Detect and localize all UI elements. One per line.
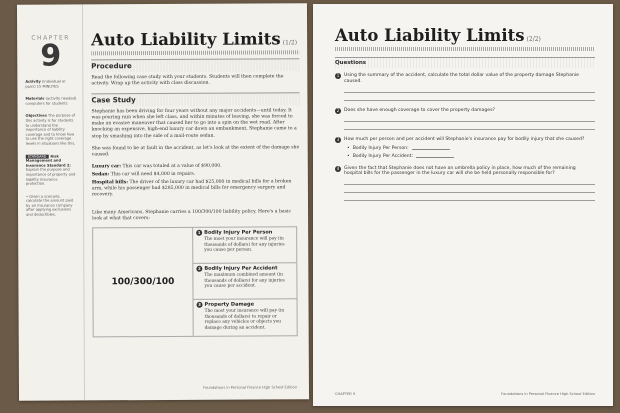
- answer-line[interactable]: [344, 184, 595, 185]
- answer-line[interactable]: [344, 100, 595, 101]
- page-title: Auto Liability Limits (2/2): [335, 26, 541, 45]
- luxury-car-line: Luxury car: This car was totaled at a value of $90,000.: [91, 163, 222, 170]
- answer-blank[interactable]: [416, 157, 454, 158]
- sedan-line: Sedan: This car will need $4,000 in repairs.: [91, 171, 196, 178]
- sidebar-materials: Materials (activity needed) computers for students: [25, 96, 77, 106]
- hospital-bills-line: Hospital bills: The driver of the luxury car had $25,000 in medical bills for a broken arm, while his passenger had $285,000 in medical bills for emergency surgery and recovery.: [91, 179, 292, 198]
- footer-edition: Foundations in Personal Finance High School Edition: [501, 392, 595, 396]
- chapter-number: 9: [40, 38, 62, 74]
- number-badge: 3: [198, 302, 201, 308]
- chapter-label: CHAPTER: [31, 34, 70, 42]
- policy-intro: Like many Americans, Stephanie carries a 100/300/100 liability policy. Here's a basic look at what that covers:: [92, 209, 292, 222]
- page-indicator: (1/2): [282, 39, 298, 47]
- footer-chapter: CHAPTER 9: [335, 392, 356, 396]
- answer-line[interactable]: [344, 192, 595, 193]
- title-rule: [335, 47, 595, 51]
- coverage-item: 2 Bodily Injury Per Accident The maximum combined amount (in thousands of dollars) for any injuries you cause per accident.: [193, 264, 296, 301]
- sidebar-activity: Activity (individual or pairs) 15 MINUTES: [25, 79, 66, 89]
- case-study-paragraph-2: She was found to be at fault in the accident, as let's look at the extent of the damage she caused.: [91, 144, 300, 158]
- sidebar-standard: STANDARD Risk Management and Insurance Standard 2: Explain the purpose and importance of property and liability insurance protection.: [25, 154, 76, 186]
- procedure-heading: Procedure: [91, 58, 299, 72]
- questions-heading: Questions: [335, 57, 595, 68]
- sidebar-objectives: Objectives The purpose of this activity is for students to understand the importance of liability coverage and to know how to use the right coverage levels in situations like this.: [25, 113, 76, 146]
- answer-per-person: • Bodily Injury Per Person:: [347, 146, 595, 151]
- case-study-paragraph-1: Stephanie has been driving for four years without any major accidents—until today. It was pouring rain when she left class, and within minutes of leaving, she was forced to make an evasive maneuver that caused her to go into a spin on the wet road. After knocking an expensive, high-end luxury car down an embankment, Stephanie came to a stop by smashing into the side of a mail-route sedan.: [91, 108, 297, 139]
- number-badge: 4: [336, 165, 340, 171]
- coverage-list: [193, 228, 297, 337]
- standard-tag: STANDARD: [26, 154, 49, 159]
- answer-per-accident: • Bodily Injury Per Accident:: [347, 154, 595, 159]
- chapter-sidebar: [17, 4, 85, 400]
- page-footer-1: Foundations in Personal Finance High School Edition: [203, 385, 297, 390]
- answer-blank[interactable]: [412, 149, 450, 150]
- worksheet-page-1: [17, 3, 309, 401]
- number-badge: 1: [197, 230, 201, 236]
- page-indicator: (2/2): [526, 36, 541, 43]
- procedure-text: Read the following case study with your students. Students will then complete the activity. Wrap up the activity with class discussion.: [91, 74, 284, 87]
- number-badge: 1: [336, 73, 340, 78]
- number-badge: 2: [197, 266, 201, 272]
- sidebar-bullet: • Given a scenario, calculate the amount paid by an insurance company after applying exclusions and deductibles.: [25, 194, 74, 217]
- coverage-diagram: [92, 227, 298, 338]
- question-item: 2 Does she have enough coverage to cover the property damages?: [336, 107, 495, 113]
- number-badge: 3: [336, 136, 340, 142]
- case-study-heading: Case Study: [91, 92, 299, 106]
- answer-line[interactable]: [344, 92, 595, 93]
- coverage-item: 1 Bodily Injury Per Person The most your insurance will pay (in thousands of dollars) for any injuries you cause per person.: [193, 228, 296, 265]
- coverage-item: 3 Property Damage The most your insurance will pay (in thousands of dollars) to repair or replace any vehicles or objects you damage during an accident.: [198, 301, 285, 331]
- worksheet-content-1: [91, 3, 301, 337]
- answer-line[interactable]: [344, 129, 595, 130]
- title-rule: [91, 50, 299, 55]
- policy-limits-label: 100/300/100: [93, 228, 194, 337]
- page-title: Auto Liability Limits (1/2): [91, 29, 298, 50]
- page-footer-2: [335, 392, 595, 396]
- number-badge: 2: [336, 107, 340, 113]
- question-item: 4 Given the fact that Stephanie does not have an umbrella policy in place, how much of the remaining hospital bills for the passenger in the luxury car will she be held personally responsible for?: [336, 165, 576, 177]
- worksheet-page-2: [313, 4, 613, 406]
- worksheet-content-2: [335, 4, 595, 201]
- answer-line[interactable]: [344, 121, 595, 122]
- question-item: 3 How much per person and per accident will Stephanie's insurance pay for bodily injury that she caused?: [336, 136, 585, 142]
- question-item: 1 Using the summary of the accident, calculate the total dollar value of the property damage Stephanie caused.: [336, 73, 579, 84]
- answer-line[interactable]: [344, 200, 595, 201]
